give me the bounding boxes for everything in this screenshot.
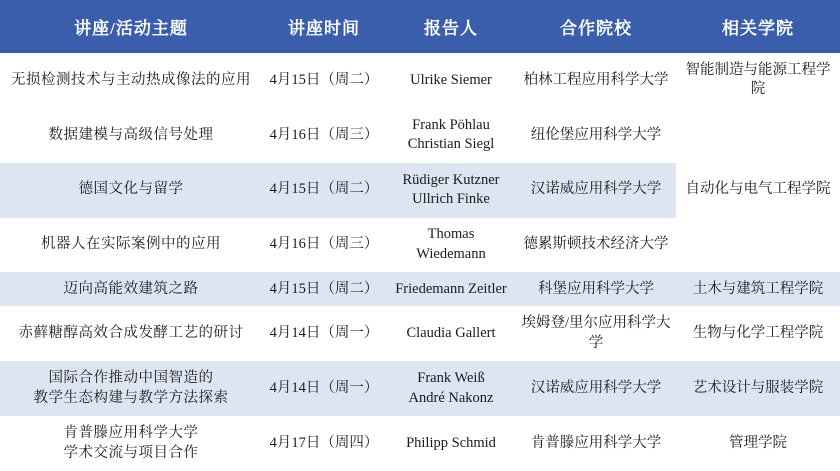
cell-college: 生物与化学工程学院 <box>676 306 840 361</box>
cell-topic: 数据建模与高级信号处理 <box>0 108 262 163</box>
cell-speaker: Frank Pöhlau Christian Siegl <box>386 108 516 163</box>
cell-speaker: Claudia Gallert <box>386 306 516 361</box>
cell-college: 管理学院 <box>676 416 840 471</box>
cell-partner-school: 科堡应用科学大学 <box>516 272 676 306</box>
cell-speaker: Ulrike Siemer <box>386 53 516 108</box>
cell-speaker: Rüdiger Kutzner Ullrich Finke <box>386 163 516 218</box>
table-row <box>0 108 840 163</box>
cell-time: 4月16日（周三） <box>262 218 386 273</box>
table-row <box>0 306 840 361</box>
cell-partner-school: 柏林工程应用科学大学 <box>516 53 676 108</box>
cell-college: 自动化与电气工程学院 <box>676 108 840 273</box>
cell-topic: 赤藓糖醇高效合成发酵工艺的研讨 <box>0 306 262 361</box>
table-row <box>0 416 840 471</box>
table-body <box>0 53 840 471</box>
cell-time: 4月15日（周二） <box>262 163 386 218</box>
cell-time: 4月16日（周三） <box>262 108 386 163</box>
cell-college: 智能制造与能源工程学院 <box>676 53 840 108</box>
table-row <box>0 53 840 108</box>
cell-college: 土木与建筑工程学院 <box>676 272 840 306</box>
table-row <box>0 361 840 416</box>
cell-time: 4月14日（周一） <box>262 361 386 416</box>
cell-partner-school: 德累斯顿技术经济大学 <box>516 218 676 273</box>
table-header-row <box>0 0 840 53</box>
cell-partner-school: 汉诺威应用科学大学 <box>516 361 676 416</box>
cell-speaker: Thomas Wiedemann <box>386 218 516 273</box>
table-header <box>0 0 840 53</box>
cell-partner-school: 埃姆登/里尔应用科学大 学 <box>516 306 676 361</box>
cell-topic: 国际合作推动中国智造的 教学生态构建与教学方法探索 <box>0 361 262 416</box>
cell-time: 4月17日（周四） <box>262 416 386 471</box>
column-header-partner-school: 合作院校 <box>516 0 676 53</box>
column-header-topic: 讲座/活动主题 <box>0 0 262 53</box>
cell-college: 艺术设计与服装学院 <box>676 361 840 416</box>
cell-partner-school: 汉诺威应用科学大学 <box>516 163 676 218</box>
cell-topic: 机器人在实际案例中的应用 <box>0 218 262 273</box>
cell-speaker: Philipp Schmid <box>386 416 516 471</box>
cell-topic: 迈向高能效建筑之路 <box>0 272 262 306</box>
cell-time: 4月15日（周二） <box>262 272 386 306</box>
cell-time: 4月14日（周一） <box>262 306 386 361</box>
cell-time: 4月15日（周二） <box>262 53 386 108</box>
column-header-time: 讲座时间 <box>262 0 386 53</box>
cell-topic: 无损检测技术与主动热成像法的应用 <box>0 53 262 108</box>
cell-speaker: Friedemann Zeitler <box>386 272 516 306</box>
column-header-college: 相关学院 <box>676 0 840 53</box>
cell-topic: 德国文化与留学 <box>0 163 262 218</box>
table-row <box>0 272 840 306</box>
cell-partner-school: 纽伦堡应用科学大学 <box>516 108 676 163</box>
column-header-speaker: 报告人 <box>386 0 516 53</box>
cell-speaker: Frank Weiß André Nakonz <box>386 361 516 416</box>
cell-topic: 肯普滕应用科学大学 学术交流与项目合作 <box>0 416 262 471</box>
cell-partner-school: 肯普滕应用科学大学 <box>516 416 676 471</box>
